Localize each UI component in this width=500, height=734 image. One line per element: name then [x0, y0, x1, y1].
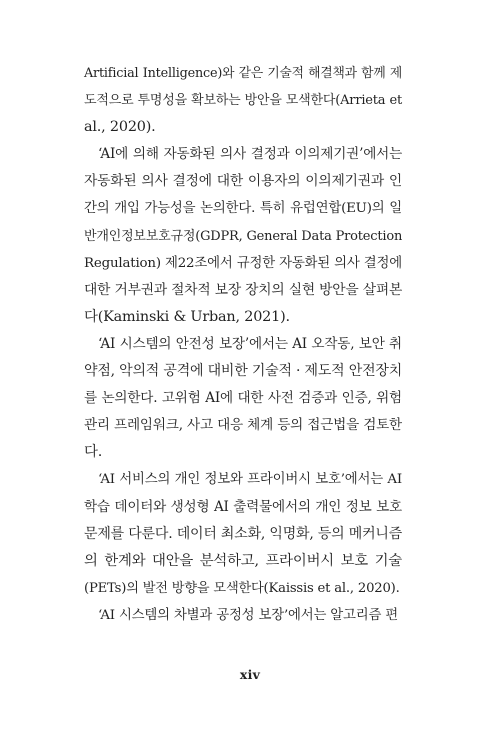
text-line: ‘AI에 의해 자동화된 의사 결정과 이의제기권’에서는 — [98, 146, 402, 163]
text-line: 의 한계와 대안을 분석하고, 프라이버시 보호 기술 — [84, 552, 402, 569]
text-line: 간의 개입 가능성을 논의한다. 특히 유럽연합(EU)의 일 — [84, 201, 402, 217]
text-line: ‘AI 서비스의 개인 정보와 프라이버시 보호’에서는 AI — [98, 472, 402, 488]
text-line: Regulation) 제22조에서 규정한 자동화된 의사 결정에 — [84, 255, 402, 271]
text-line: ‘AI 시스템의 안전성 보장’에서는 AI 오작동, 보안 취 — [98, 335, 402, 352]
text-line: 자동화된 의사 결정에 대한 이용자의 이의제기권과 인 — [84, 173, 402, 190]
text-line: al., 2020). — [84, 119, 156, 136]
text-line: 를 논의한다. 고위험 AI에 대한 사전 검증과 인증, 위험 — [84, 390, 402, 407]
text-line: 다(Kaminski & Urban, 2021). — [84, 308, 290, 325]
text-line: 관리 프레임워크, 사고 대응 체계 등의 접근법을 검토한 — [84, 417, 402, 434]
text-line: 문제를 다룬다. 데이터 최소화, 익명화, 등의 메커니즘 — [84, 525, 403, 542]
text-line: (PETs)의 발전 방향을 모색한다(Kaissis et al., 2020). — [84, 580, 400, 596]
text-line: 도적으로 투명성을 확보하는 방안을 모색한다(Arrieta et — [84, 93, 402, 109]
text-line: 약점, 악의적 공격에 대비한 기술적 · 제도적 안전장치 — [84, 363, 403, 380]
text-line: 반개인정보보호규정(GDPR, General Data Protection — [84, 228, 403, 244]
text-line: 학습 데이터와 생성형 AI 출력물에서의 개인 정보 보호 — [84, 498, 402, 515]
page-number: xiv — [239, 667, 261, 682]
body-text — [84, 60, 402, 629]
text-line: ‘AI 시스템의 차별과 공정성 보장’에서는 알고리즘 편 — [98, 607, 398, 623]
text-line: 다. — [84, 444, 103, 461]
text-line: Artificial Intelligence)와 같은 기술적 해결책과 함께 제 — [84, 66, 402, 81]
text-line: 대한 거부권과 절차적 보장 장치의 실현 방안을 살펴본 — [84, 281, 403, 298]
